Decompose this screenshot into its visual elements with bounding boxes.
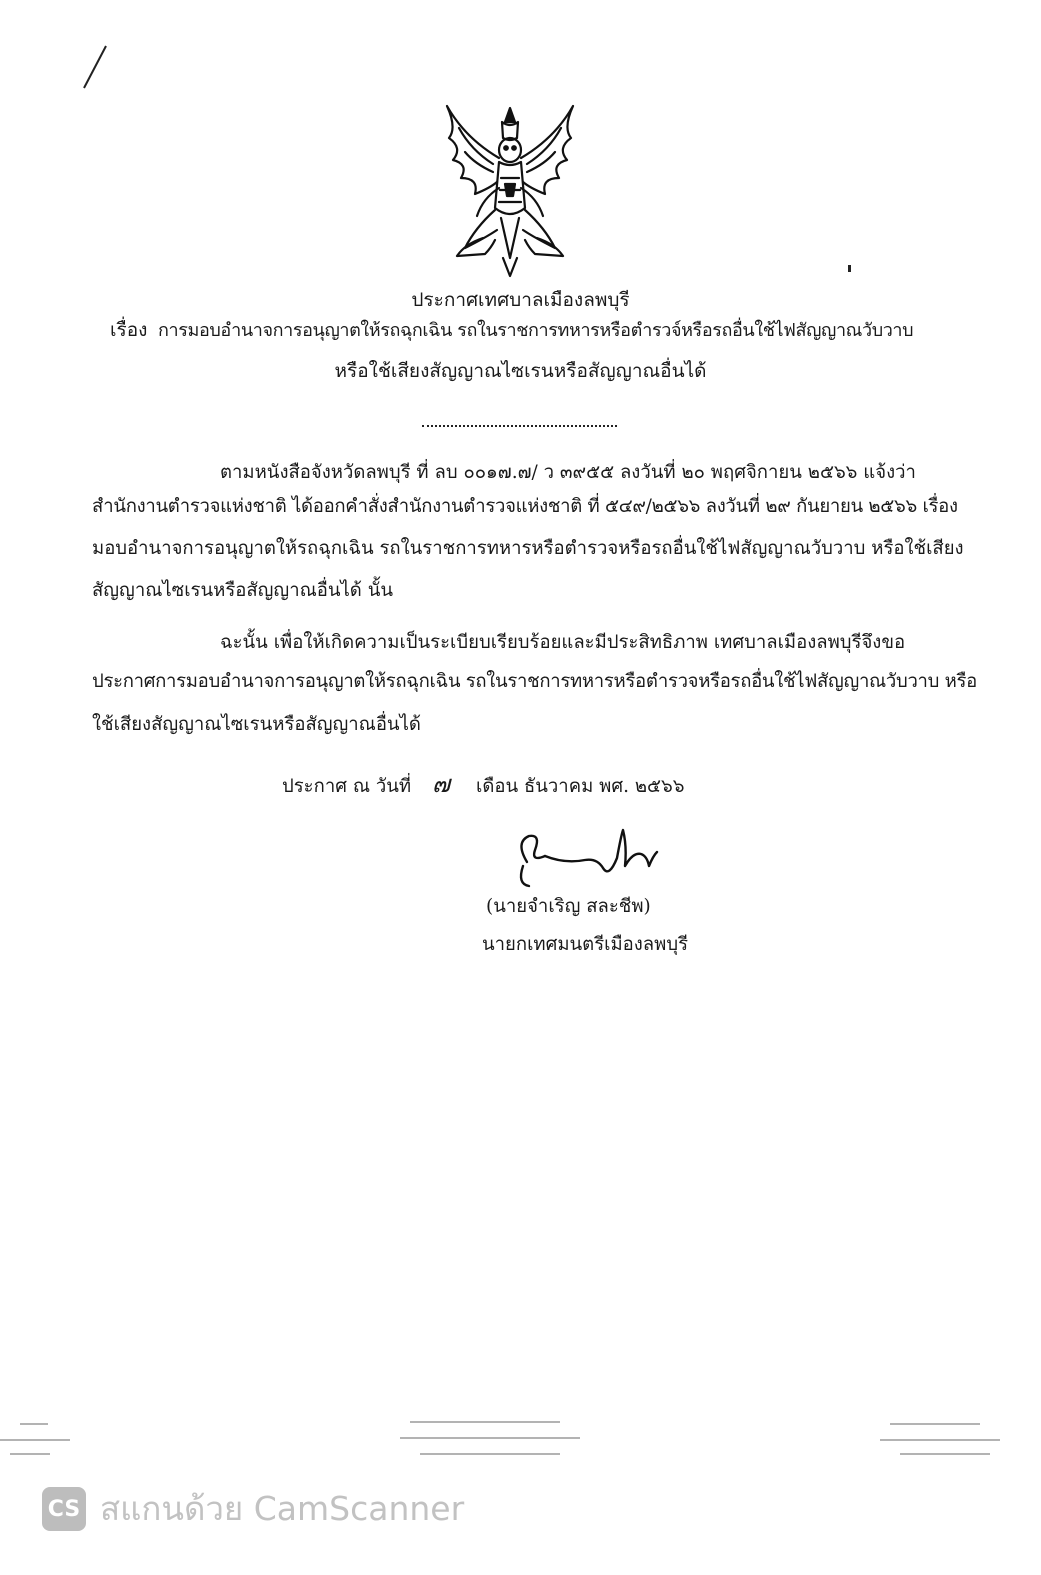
camscanner-watermark: สแกนด้วย CamScanner: [100, 1489, 465, 1528]
handwritten-signature-icon: [505, 822, 670, 897]
camscanner-logo: CS: [42, 1487, 86, 1531]
paragraph-1-line-4: สัญญาณไซเรนหรือสัญญาณอื่นได้ นั้น: [92, 580, 393, 601]
paragraph-1-line-3: มอบอำนาจการอนุญาตให้รถฉุกเฉิน รถในราชการทหารหรือตำรวจหรือรถอื่นใช้ไฟสัญญาณวับวาบ หรือใช้เสียง: [92, 538, 964, 559]
paragraph-2-line-1: ฉะนั้น เพื่อให้เกิดความเป็นระเบียบเรียบร้อยและมีประสิทธิภาพ เทศบาลเมืองลพบุรีจึงขอ: [220, 632, 906, 653]
garuda-emblem-icon: [435, 98, 585, 283]
signer-position: นายกเทศมนตรีเมืองลพบุรี: [482, 934, 689, 955]
subject-label: เรื่อง: [110, 319, 148, 341]
dateline-prefix: ประกาศ ณ วันที่: [282, 776, 412, 797]
speck: [848, 265, 851, 272]
document-title: ประกาศเทศบาลเมืองลพบุรี: [411, 289, 630, 311]
subject-line-1: การมอบอำนาจการอนุญาตให้รถฉุกเฉิน รถในราชการทหารหรือตำรวจ์หรือรถอื่นใช้ไฟสัญญาณวับวาบ: [158, 320, 914, 341]
paragraph-1-line-1: ตามหนังสือจังหวัดลพบุรี ที่ ลบ ๐๐๑๗.๗/ ว ๓๙๕๕ ลงวันที่ ๒๐ พฤศจิกายน ๒๕๖๖ แจ้งว่า: [220, 462, 916, 483]
dateline-rest: เดือน ธันวาคม พศ. ๒๕๖๖: [476, 776, 685, 797]
paragraph-1-line-2: สำนักงานตำรวจแห่งชาติ ได้ออกคำสั่งสำนักงานตำรวจแห่งชาติ ที่ ๕๔๙/๒๕๖๖ ลงวันที่ ๒๙ กันยายน ๒๕๖๖ เรื่อง: [92, 496, 958, 517]
paragraph-2-line-2: ประกาศการมอบอำนาจการอนุญาตให้รถฉุกเฉิน รถในราชการทหารหรือตำรวจหรือรถอื่นใช้ไฟสัญญาณวับวาบ หรือ: [92, 671, 977, 692]
dateline-day: ๗: [432, 770, 451, 798]
signer-name: (นายจำเริญ สละชีพ): [486, 896, 651, 917]
scan-edge-marks: [0, 1418, 1041, 1458]
pen-mark: [80, 42, 110, 92]
divider-dots: [422, 425, 617, 427]
paragraph-2-line-3: ใช้เสียงสัญญาณไซเรนหรือสัญญาณอื่นได้: [92, 714, 421, 735]
subject-line-2: หรือใช้เสียงสัญญาณไซเรนหรือสัญญาณอื่นได้: [334, 360, 707, 382]
